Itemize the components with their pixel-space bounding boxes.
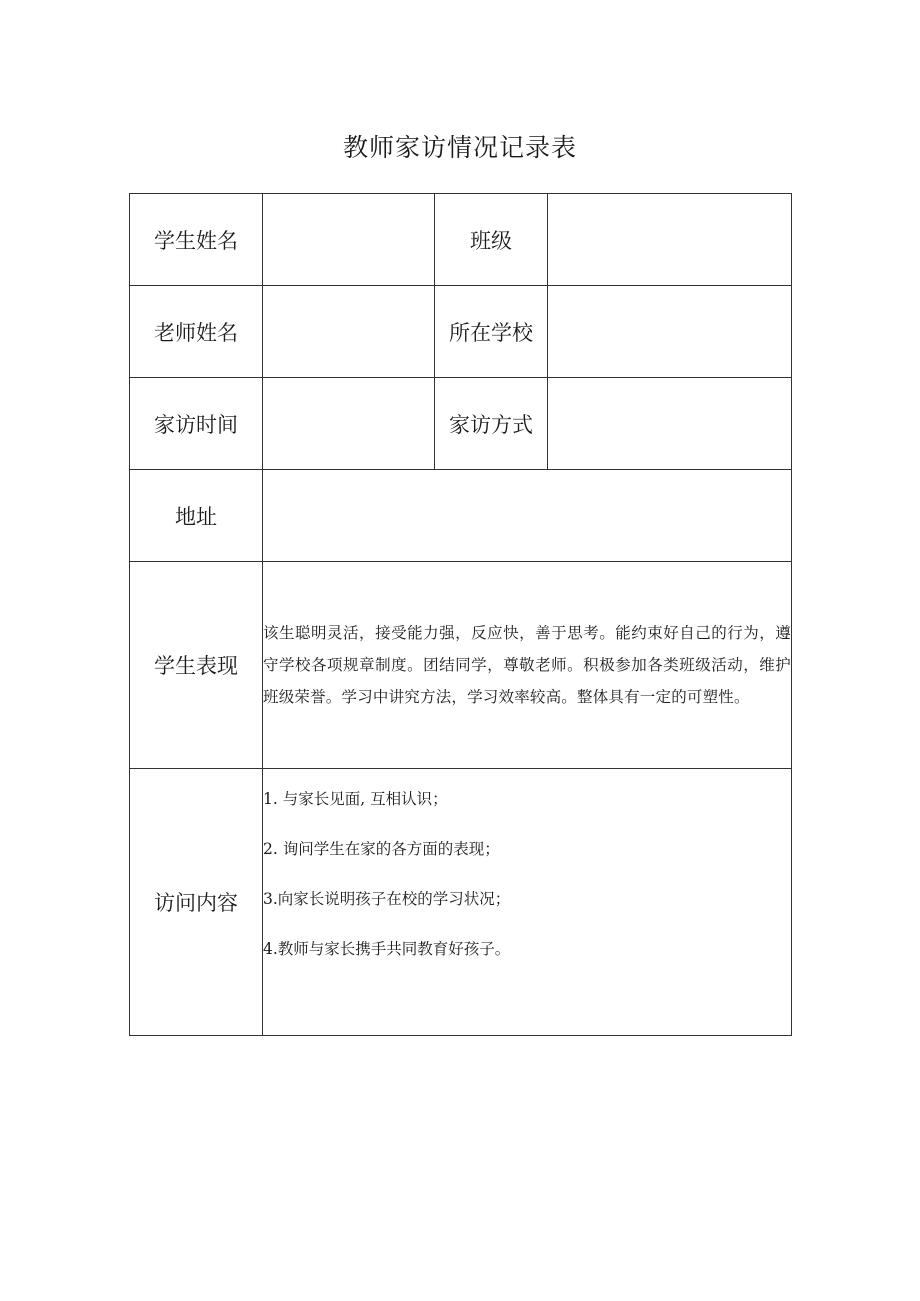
form-row-teacher [130, 286, 792, 378]
form-row-performance [130, 562, 792, 769]
visit-content-cell [263, 769, 792, 1036]
page-title: 教师家访情况记录表 [342, 133, 577, 162]
form-row-address [130, 470, 792, 562]
visit-time-label: 家访时间 [130, 378, 263, 470]
visit-content-item: 4.教师与家长携手共同教育好孩子。 [263, 940, 511, 958]
visit-time-field[interactable] [263, 378, 435, 470]
visit-method-label: 家访方式 [435, 378, 548, 470]
performance-text: 该生聪明灵活，接受能力强，反应快，善于思考。能约束好自己的行为，遵守学校各项规章制度。团结同学，尊敬老师。积极参加各类班级活动，维护班级荣誉。学习中讲究方法，学习效率较高。整体具有一定的可塑性。 [263, 562, 792, 769]
school-label: 所在学校 [435, 286, 548, 378]
home-visit-form-table [129, 193, 792, 1036]
school-field[interactable] [548, 286, 792, 378]
performance-label: 学生表现 [130, 562, 263, 769]
visit-content-item: 1. 与家长见面, 互相认识； [263, 790, 448, 808]
teacher-name-label: 老师姓名 [130, 286, 263, 378]
visit-method-field[interactable] [548, 378, 792, 470]
form-row-student [130, 194, 792, 286]
form-row-visit-time [130, 378, 792, 470]
address-field[interactable] [263, 470, 792, 562]
form-row-visit-content [130, 769, 792, 1036]
class-field[interactable] [548, 194, 792, 286]
visit-content-item: 3.向家长说明孩子在校的学习状况； [263, 890, 511, 908]
address-label: 地址 [130, 470, 263, 562]
student-name-field[interactable] [263, 194, 435, 286]
visit-content-item: 2. 询问学生在家的各方面的表现； [263, 840, 500, 858]
student-name-label: 学生姓名 [130, 194, 263, 286]
teacher-name-field[interactable] [263, 286, 435, 378]
class-label: 班级 [435, 194, 548, 286]
visit-content-list [263, 769, 791, 959]
visit-content-label: 访问内容 [130, 769, 263, 1036]
